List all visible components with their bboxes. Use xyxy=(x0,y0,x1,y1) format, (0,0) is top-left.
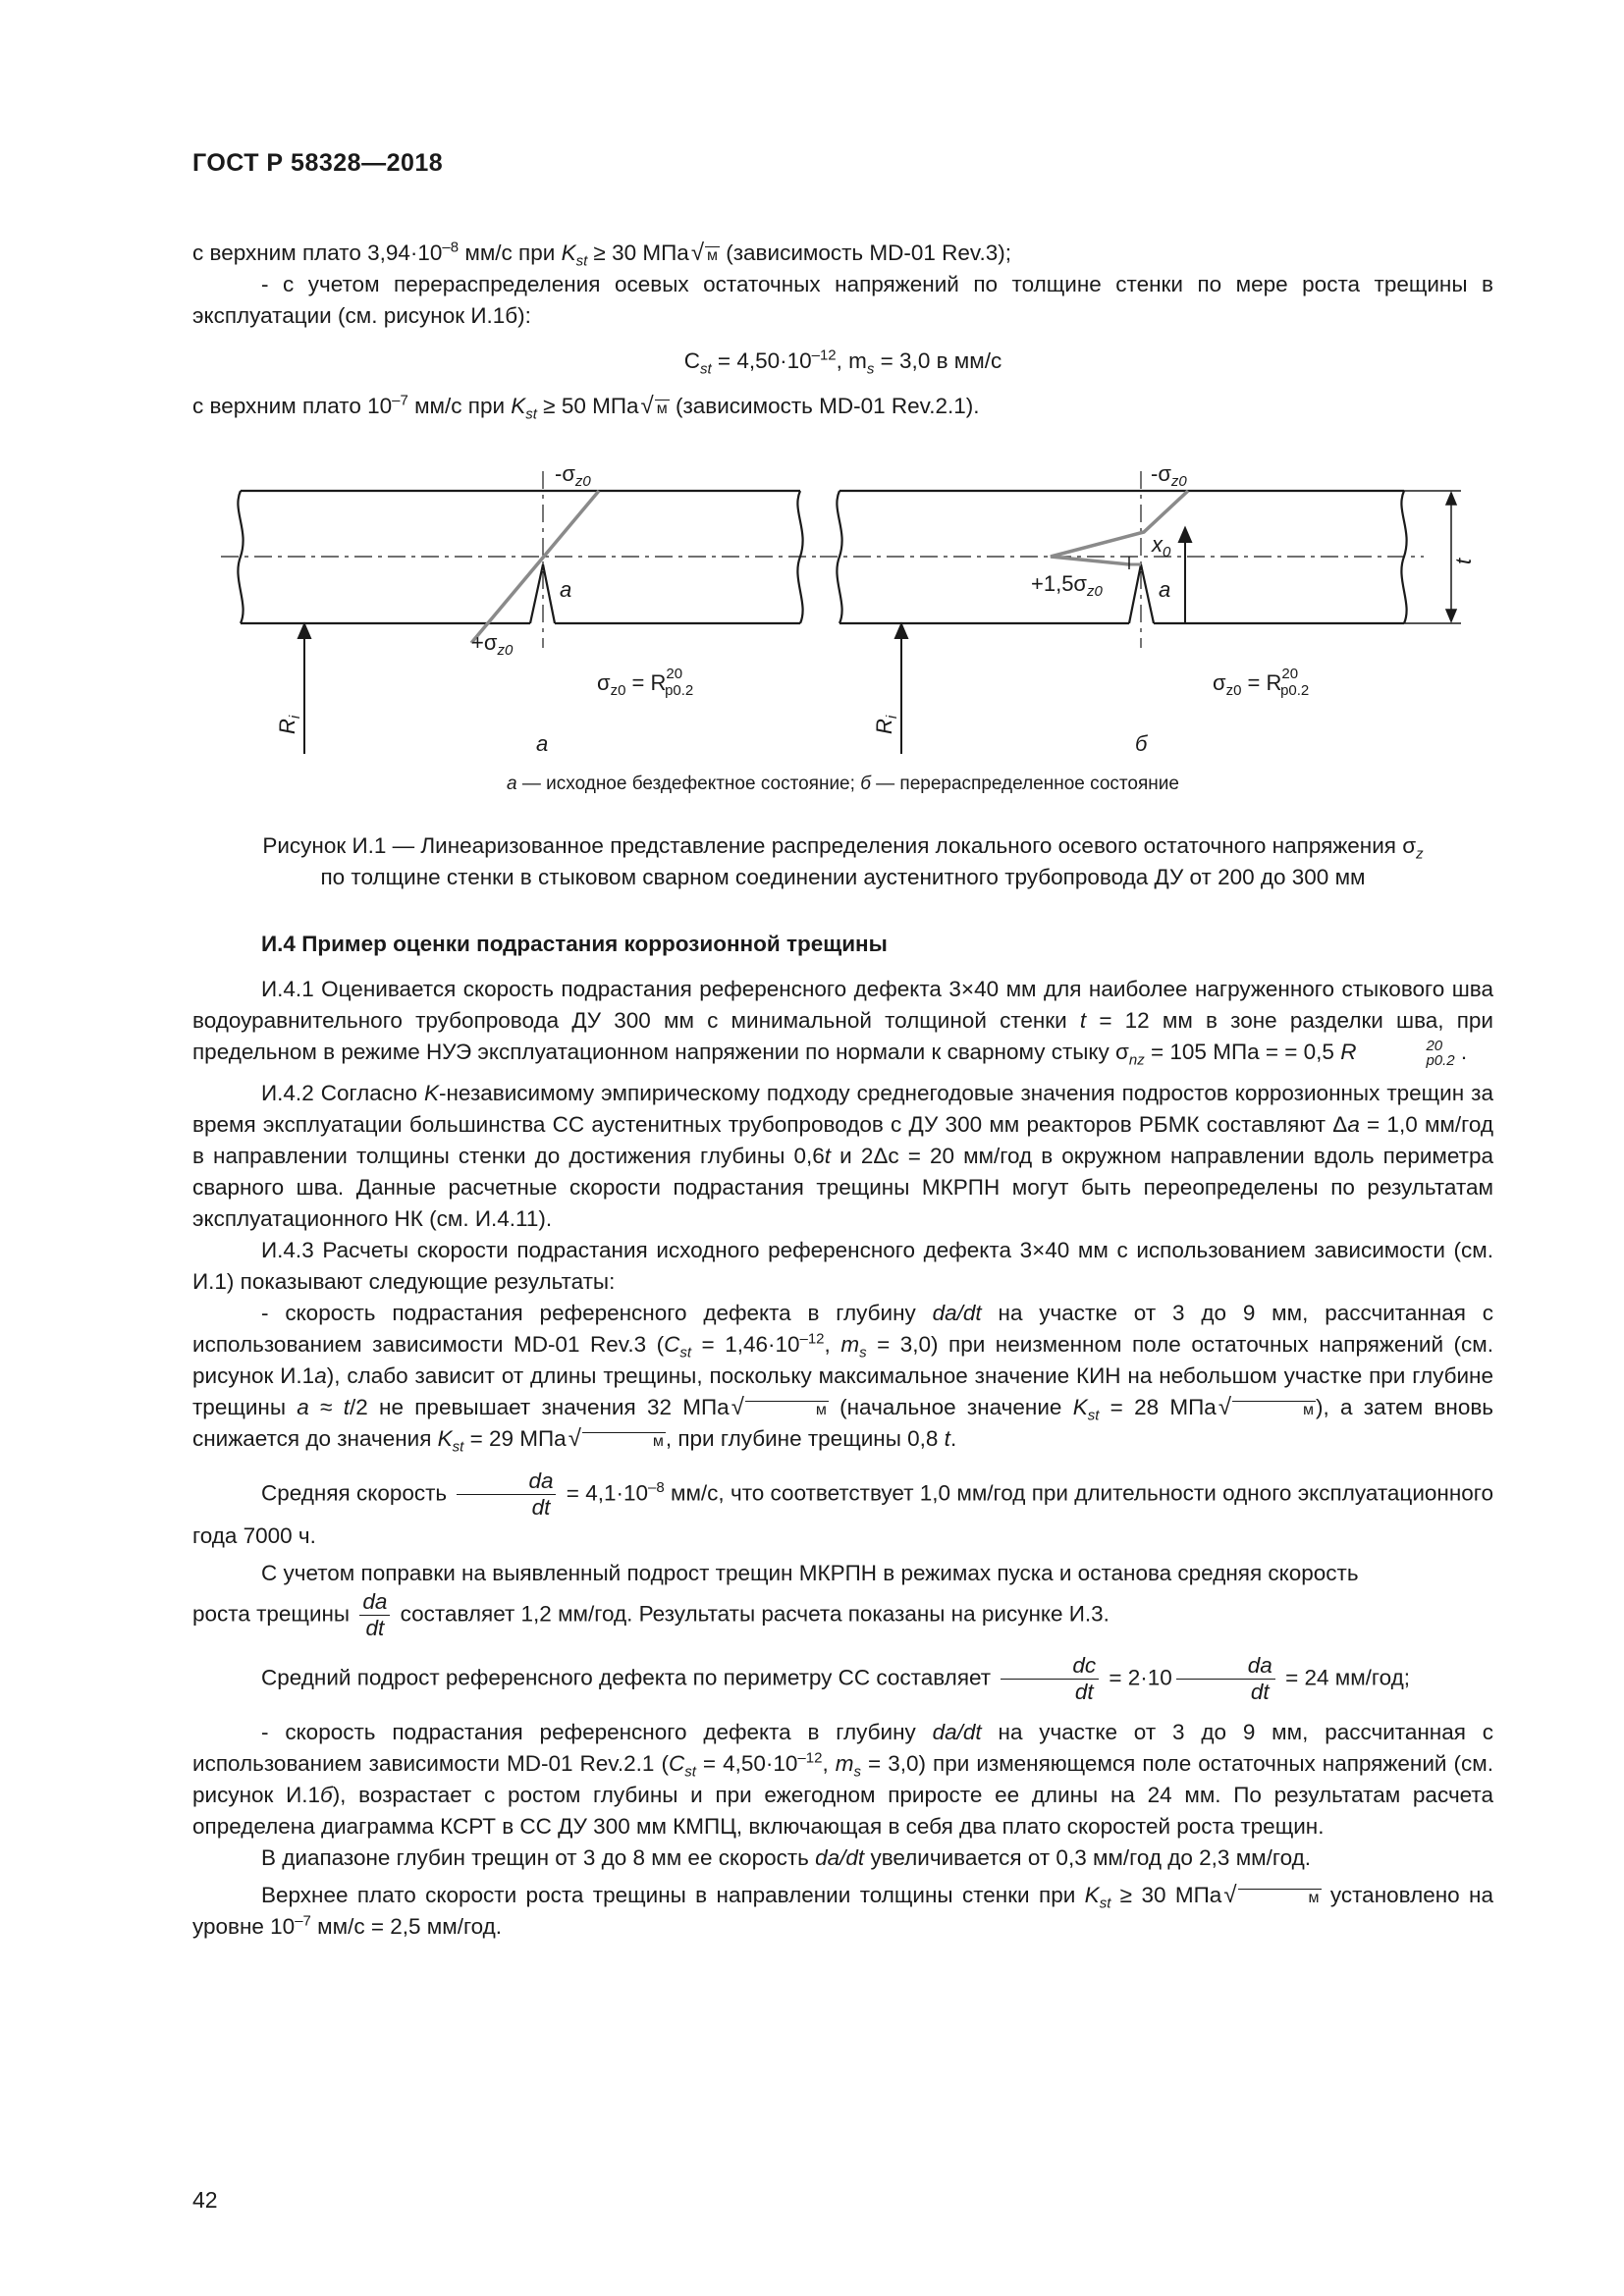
para-depth-range: В диапазоне глубин трещин от 3 до 8 мм ее скорость da/dt увеличивается от 0,3 мм/год до 2,3 мм/год. xyxy=(261,1845,1311,1871)
para-correction: С учетом поправки на выявленный подрост трещин МКРПН в режимах пуска и останова средняя скорость xyxy=(261,1561,1359,1586)
t-label: t xyxy=(1451,558,1476,564)
caption-line-2: по толщине стенки в стыковом сварном соединении аустенитного трубопровода ДУ от 200 до 300 мм xyxy=(320,865,1366,889)
left-ri-label: $R_i$ xyxy=(275,715,303,734)
left-pos-sigma: $+\sigma_{z0}$ xyxy=(471,630,514,659)
para-dash-1: - скорость подрастания референсного дефекта в глубину da/dt на участке от 3 до 9 мм, рассчитанная с использованием зависимости MD-01 Rev.3 ($C_{st} = 1,46\cdot 10^{-12}$, $m_s = 3,0$) при неизменном поле остаточных напряжений (см. рисунок И.1а), слабо зависит от длины трещины, поскольку максимальное значение КИН на небольшом участке при глубине трещины a ≈ t/2 не превышает значения 32 МПа√ м (начальное значение $K_{st} = 28$ МПа√ м), а затем вновь снижается до значения $K_{st} = 29$ МПа√ м, при глубине трещины 0,8 t. xyxy=(192,1301,1494,1456)
right-ri-arrow xyxy=(895,624,907,638)
para-dash-2: - скорость подрастания референсного дефекта в глубину da/dt на участке от 3 до 9 мм, рассчитанная с использованием зависимости MD-01 Rev.2.1 ($C_{st} = 4,50\cdot 10^{-12}$, $m_s = 3,0$) при изменяющемся поле остаточных напряжений (см. рисунок И.1б), возрастает с ростом глубины и при ежегодном приросте ее длины на 24 мм. По результатам расчета определена диаграмма КСРТ в СС ДУ 300 мм КМПЦ, включающая в себя два плато скоростей роста трещин. xyxy=(192,1720,1493,1840)
intro-block xyxy=(192,238,1493,422)
formula-cst: $C_{st} = 4,50\cdot 10^{-12}$, $m_s = 3,0$ в мм/с xyxy=(683,347,1002,378)
para-growth-rate: роста трещины $\frac{da}{dt}$ составляет 1,2 мм/год. Результаты расчета показаны на рисунке И.3. xyxy=(192,1589,1110,1641)
figure-i1 xyxy=(0,442,1624,805)
x0-arrow xyxy=(1179,528,1191,542)
right-break-left xyxy=(837,491,841,623)
right-neg-sigma: $-\sigma_{z0}$ xyxy=(1151,461,1187,490)
para-upper-plateau: Верхнее плато скорости роста трещины в направлении толщины стенки при $K_{st} \ge 30$ МПа√ м установлено на уровне $10^{-7}$ мм/с = 2,5 мм/год. xyxy=(192,1882,1493,1940)
para-i42: И.4.2 Согласно K-независимому эмпирическому подходу среднегодовые значения подростов коррозионных трещин за время эксплуатации большинства СС аустенитных трубопроводов с ДУ 300 мм реакторов РБМК составляют Δa = 1,0 мм/год в направлении толщины стенки до достижения глубины 0,6t и 2Δc = 20 мм/год в окружном направлении вдоль периметра сварного шва. Данные расчетные скорости подрастания трещины МКРПН могут быть переопределены по результатам эксплуатационного НК (см. И.4.11). xyxy=(192,1081,1493,1232)
para-perimeter: Средний подрост референсного дефекта по периметру СС составляет $\frac{dc}{dt}$ = 2·10 $\frac{da}{dt}$ = 24 мм/год; xyxy=(261,1653,1411,1705)
intro-line-3: с верхним плато $10^{-7}$ мм/с при $K_{st} \ge 50$ МПа√ м (зависимость MD-01 Rev.2.1). xyxy=(192,392,980,423)
para-mean-rate: Средняя скорость $\frac{da}{dt}$ = $4,1\cdot 10^{-8}$ мм/с, что соответствует 1,0 мм/год при длительности одного эксплуатационного года 7000 ч. xyxy=(192,1468,1493,1549)
caption-line-1: Рисунок И.1 — Линеаризованное представление распределения локального осевого остаточного напряжения $\sigma_z$ xyxy=(262,833,1424,863)
para-i41: И.4.1 Оценивается скорость подрастания референсного дефекта 3×40 мм для наиболее нагруженного стыкового шва водоуравнительного трубопровода ДУ 300 мм с минимальной толщиной стенки t = 12 мм в зоне разделки шва, при предельном в режиме НУЭ эксплуатационном напряжении по нормали к сварному стыку $\sigma_{nz} = 105$ МПа = = 0,5 R 20 p0.2 . xyxy=(192,977,1493,1070)
right-eq: $\sigma_{z0} = R^{20}$ p0.2 xyxy=(1213,666,1310,699)
right-15-sigma: $+1,5\sigma_{z0}$ xyxy=(1031,571,1103,600)
intro-line-1: с верхним плато $3,94\cdot 10^{-8}$ мм/с при $K_{st} \ge 30$ МПа√ м (зависимость MD-01 Rev.3); xyxy=(192,239,1012,270)
section-i4 xyxy=(192,929,1493,1943)
para-i43: И.4.3 Расчеты скорости подрастания исходного референсного дефекта 3×40 мм с использованием зависимости (см. И.1) показывают следующие результаты: xyxy=(192,1238,1493,1295)
figure-caption xyxy=(192,830,1493,893)
figure-legend: а — исходное бездефектное состояние; б — перераспределенное состояние xyxy=(507,774,1179,794)
left-neg-sigma: $-\sigma_{z0}$ xyxy=(555,461,591,490)
left-ri-arrow xyxy=(298,624,310,638)
page-number: 42 xyxy=(192,2187,218,2213)
x0-label: $x_0$ xyxy=(1152,532,1171,561)
left-stress-line xyxy=(471,491,599,643)
left-break-left xyxy=(238,491,243,623)
panel-b-label: б xyxy=(1135,731,1148,756)
panel-a-label: а xyxy=(536,731,549,756)
standard-header: ГОСТ Р 58328—2018 xyxy=(192,149,444,177)
right-ri-label: $R_i$ xyxy=(872,715,900,734)
left-a-label: a xyxy=(560,577,572,602)
intro-line-2: - с учетом перераспределения осевых остаточных напряжений по толщине стенки по мере роста трещины в эксплуатации (см. рисунок И.1б): xyxy=(192,272,1493,328)
left-eq: $\sigma_{z0} = R^{20}$ p0.2 xyxy=(597,666,694,699)
section-title: И.4 Пример оценки подрастания коррозионной трещины xyxy=(261,932,888,956)
right-a-label: a xyxy=(1159,577,1171,602)
